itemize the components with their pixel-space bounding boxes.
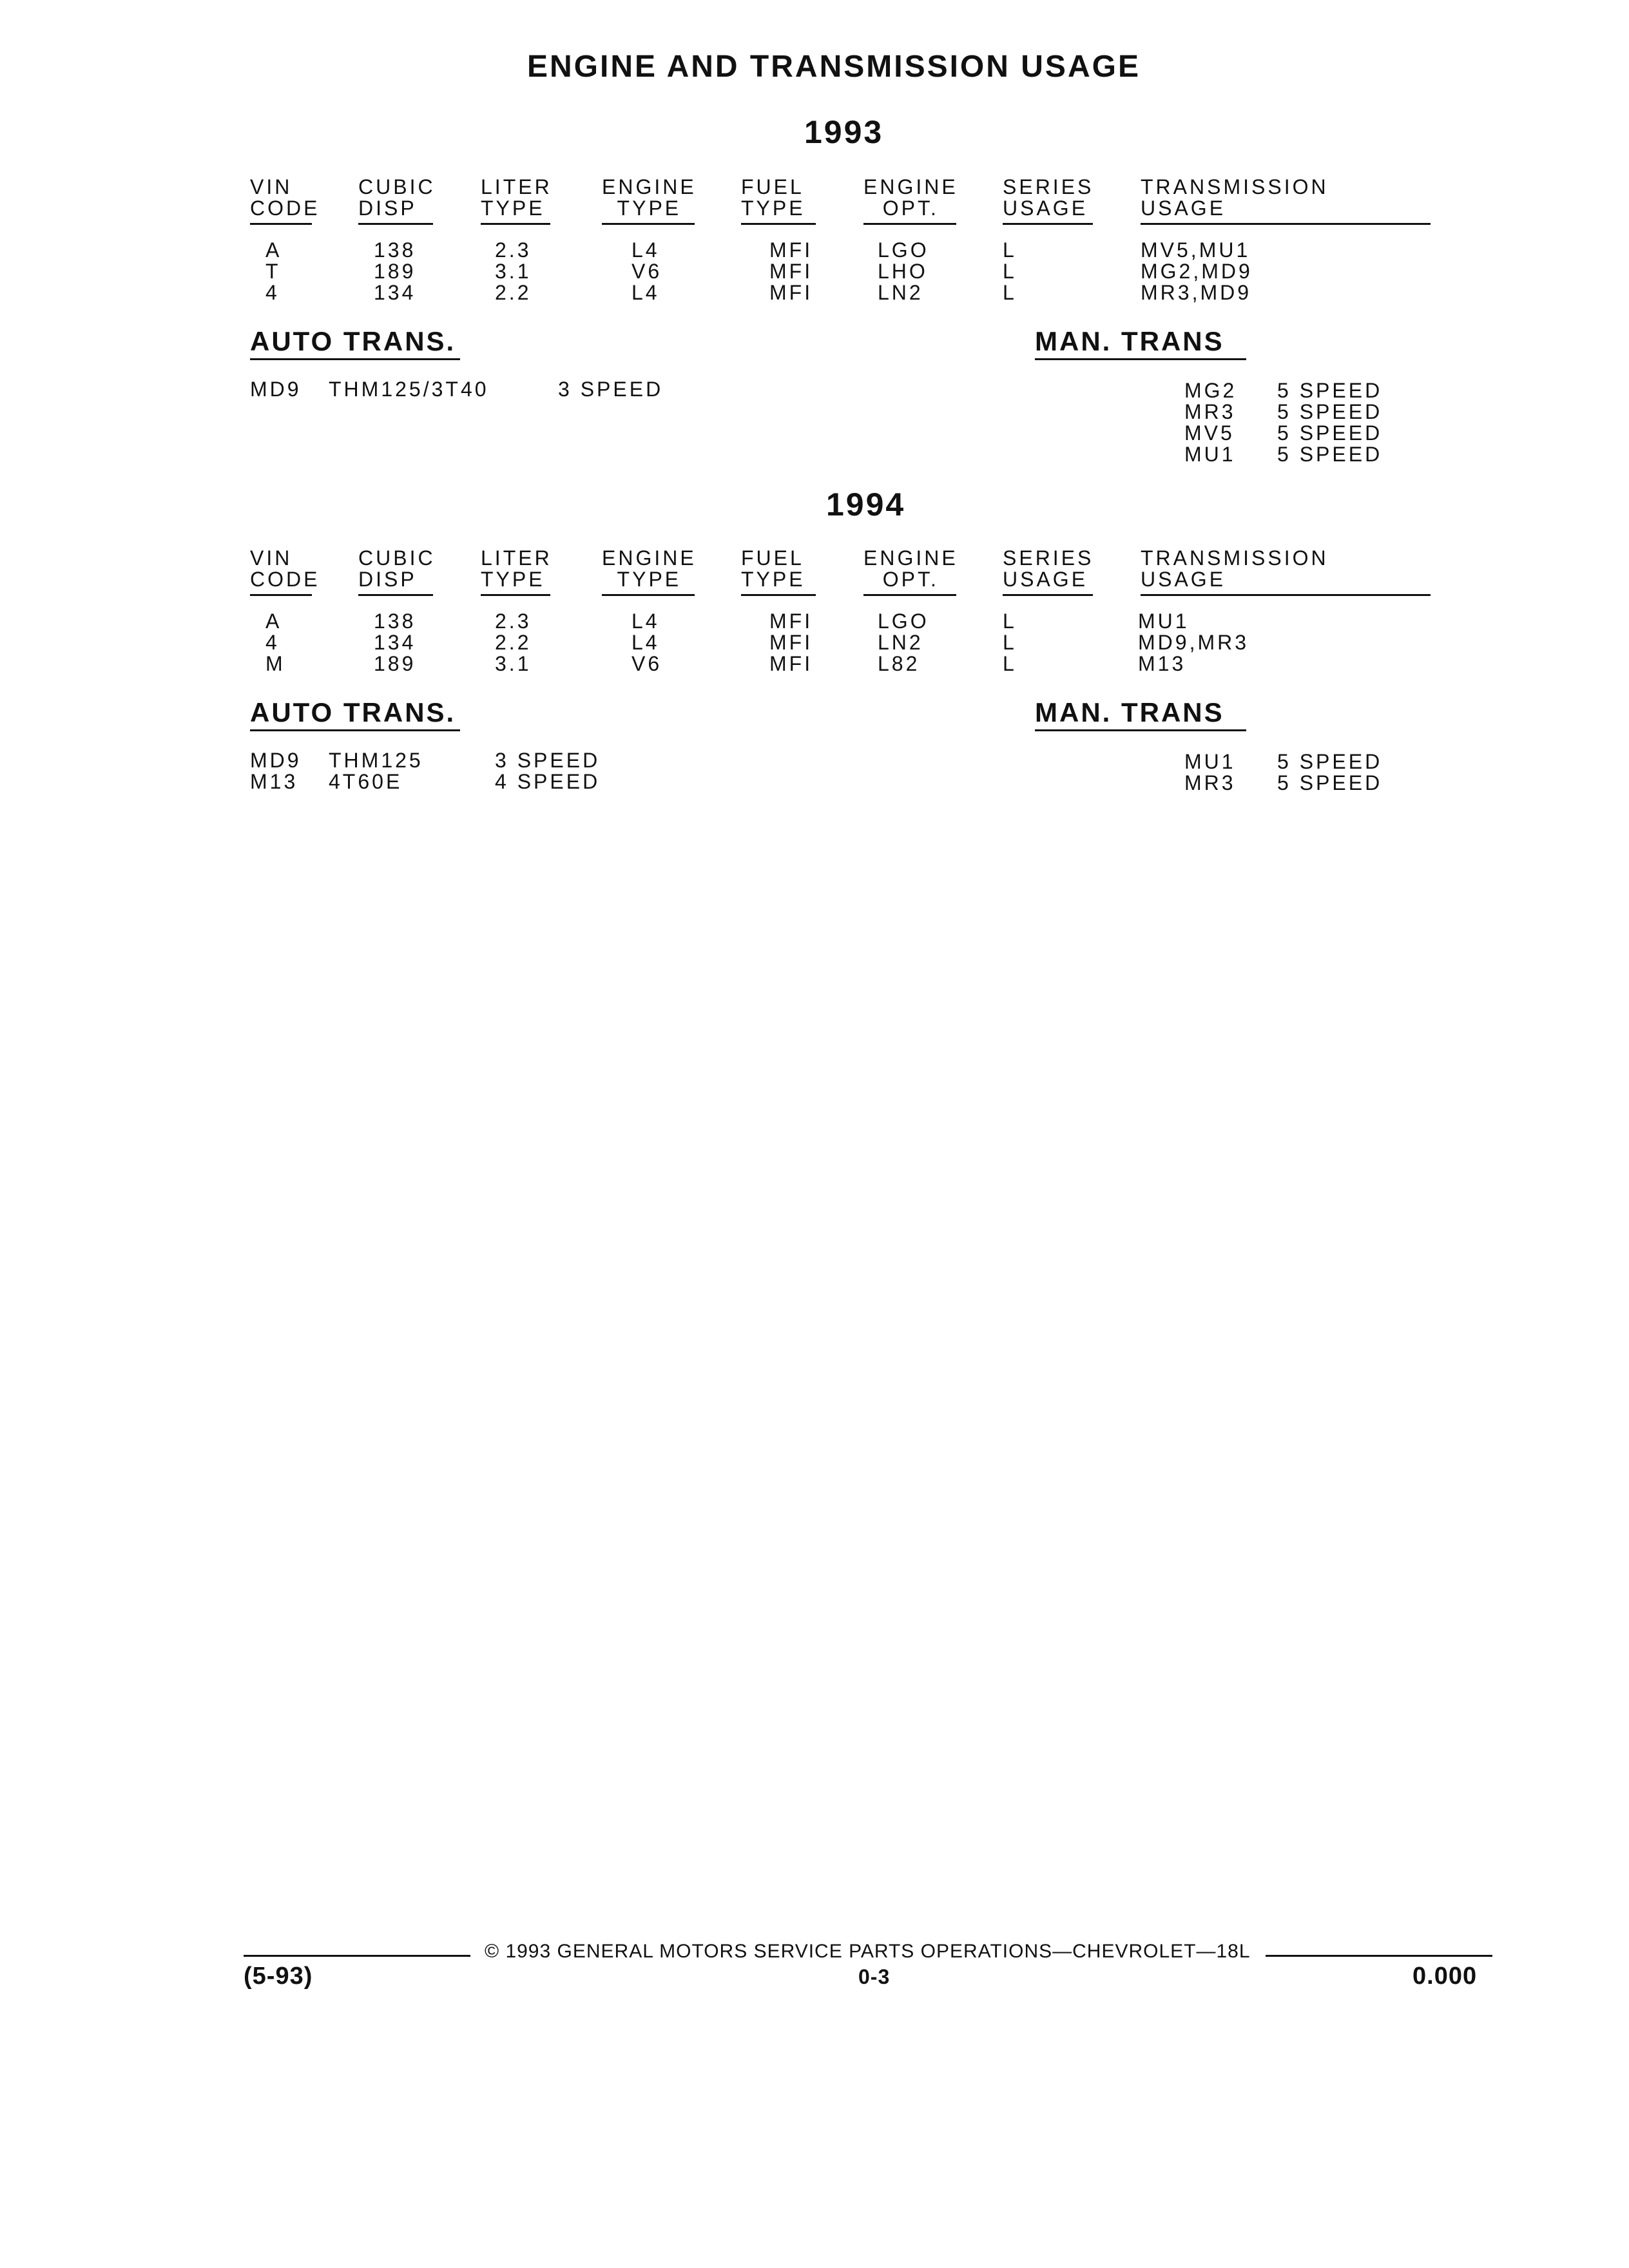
- man-trans-underline: [1035, 729, 1246, 731]
- cell-series: L L L: [1003, 610, 1017, 675]
- man-trans-underline: [1035, 358, 1246, 360]
- cell-liter: 2.3 3.1 2.2: [495, 238, 532, 304]
- man-trans-speed: 5 SPEED 5 SPEED 5 SPEED 5 SPEED: [1277, 379, 1383, 466]
- auto-trans-heading: AUTO TRANS.: [250, 326, 456, 356]
- col-header-vin: VIN CODE: [250, 546, 320, 591]
- header-underline: [250, 594, 312, 596]
- header-underline: [863, 223, 956, 225]
- man-trans-code: MG2 MR3 MV5 MU1: [1184, 379, 1237, 466]
- col-header-cubic: CUBIC DISP: [358, 546, 436, 591]
- cell-engine-type: L4 L4 V6: [631, 610, 662, 675]
- auto-trans-speed: 3 SPEED 4 SPEED: [495, 749, 601, 793]
- col-header-fuel: FUEL TYPE: [741, 175, 805, 220]
- col-header-engine-type: ENGINE TYPE: [602, 546, 697, 591]
- cell-liter: 2.3 2.2 3.1: [495, 610, 532, 675]
- footer-date: (5-93): [244, 1963, 313, 1990]
- year-heading-1993: 1993: [804, 114, 884, 150]
- header-underline: [1141, 594, 1431, 596]
- footer-section-number: 0.000: [1412, 1963, 1478, 1990]
- col-header-engine-opt: ENGINE OPT.: [863, 175, 958, 220]
- auto-trans-code: MD9: [250, 378, 302, 401]
- header-underline: [863, 594, 956, 596]
- header-underline: [1003, 594, 1093, 596]
- col-header-transmission: TRANSMISSION USAGE: [1141, 546, 1329, 591]
- auto-trans-underline: [250, 729, 460, 731]
- cell-transmission: MU1 MD9,MR3 M13: [1138, 610, 1249, 675]
- header-underline: [1003, 223, 1093, 225]
- header-underline: [358, 594, 433, 596]
- header-underline: [250, 223, 312, 225]
- col-header-fuel: FUEL TYPE: [741, 546, 805, 591]
- cell-engine-opt: LGO LHO LN2: [878, 238, 929, 304]
- header-underline: [358, 223, 433, 225]
- header-underline: [741, 223, 816, 225]
- col-header-cubic: CUBIC DISP: [358, 175, 436, 220]
- footer-page-number: 0-3: [858, 1965, 891, 1988]
- page-title: ENGINE AND TRANSMISSION USAGE: [527, 50, 1141, 84]
- man-trans-speed: 5 SPEED 5 SPEED: [1277, 750, 1383, 794]
- year-heading-1994: 1994: [826, 486, 906, 523]
- cell-fuel: MFI MFI MFI: [769, 238, 813, 304]
- col-header-engine-type: ENGINE TYPE: [602, 175, 697, 220]
- auto-trans-model: THM125/3T40: [329, 378, 489, 401]
- header-underline: [741, 594, 816, 596]
- cell-transmission: MV5,MU1 MG2,MD9 MR3,MD9: [1141, 238, 1253, 304]
- col-header-liter: LITER TYPE: [481, 175, 552, 220]
- auto-trans-underline: [250, 358, 460, 360]
- cell-vin: A T 4: [265, 238, 282, 304]
- auto-trans-model: THM125 4T60E: [329, 749, 423, 793]
- footer-copyright: © 1993 GENERAL MOTORS SERVICE PARTS OPERATIONS—CHEVROLET—18L: [485, 1941, 1251, 1962]
- col-header-transmission: TRANSMISSION USAGE: [1141, 175, 1329, 220]
- col-header-liter: LITER TYPE: [481, 546, 552, 591]
- cell-cubic: 138 189 134: [374, 238, 416, 304]
- col-header-vin: VIN CODE: [250, 175, 320, 220]
- auto-trans-heading: AUTO TRANS.: [250, 697, 456, 727]
- col-header-series: SERIES USAGE: [1003, 175, 1094, 220]
- cell-engine-opt: LGO LN2 L82: [878, 610, 929, 675]
- header-underline: [481, 223, 550, 225]
- cell-engine-type: L4 V6 L4: [631, 238, 662, 304]
- cell-vin: A 4 M: [265, 610, 285, 675]
- header-underline: [602, 594, 695, 596]
- col-header-engine-opt: ENGINE OPT.: [863, 546, 958, 591]
- auto-trans-code: MD9 M13: [250, 749, 302, 793]
- cell-series: L L L: [1003, 238, 1017, 304]
- header-underline: [1141, 223, 1431, 225]
- footer-rule-right: [1266, 1955, 1492, 1957]
- man-trans-code: MU1 MR3: [1184, 750, 1236, 794]
- cell-cubic: 138 134 189: [374, 610, 416, 675]
- col-header-series: SERIES USAGE: [1003, 546, 1094, 591]
- auto-trans-speed: 3 SPEED: [558, 378, 664, 401]
- footer-rule-left: [244, 1955, 470, 1957]
- header-underline: [481, 594, 550, 596]
- man-trans-heading: MAN. TRANS: [1035, 697, 1224, 727]
- man-trans-heading: MAN. TRANS: [1035, 326, 1224, 356]
- cell-fuel: MFI MFI MFI: [769, 610, 813, 675]
- header-underline: [602, 223, 695, 225]
